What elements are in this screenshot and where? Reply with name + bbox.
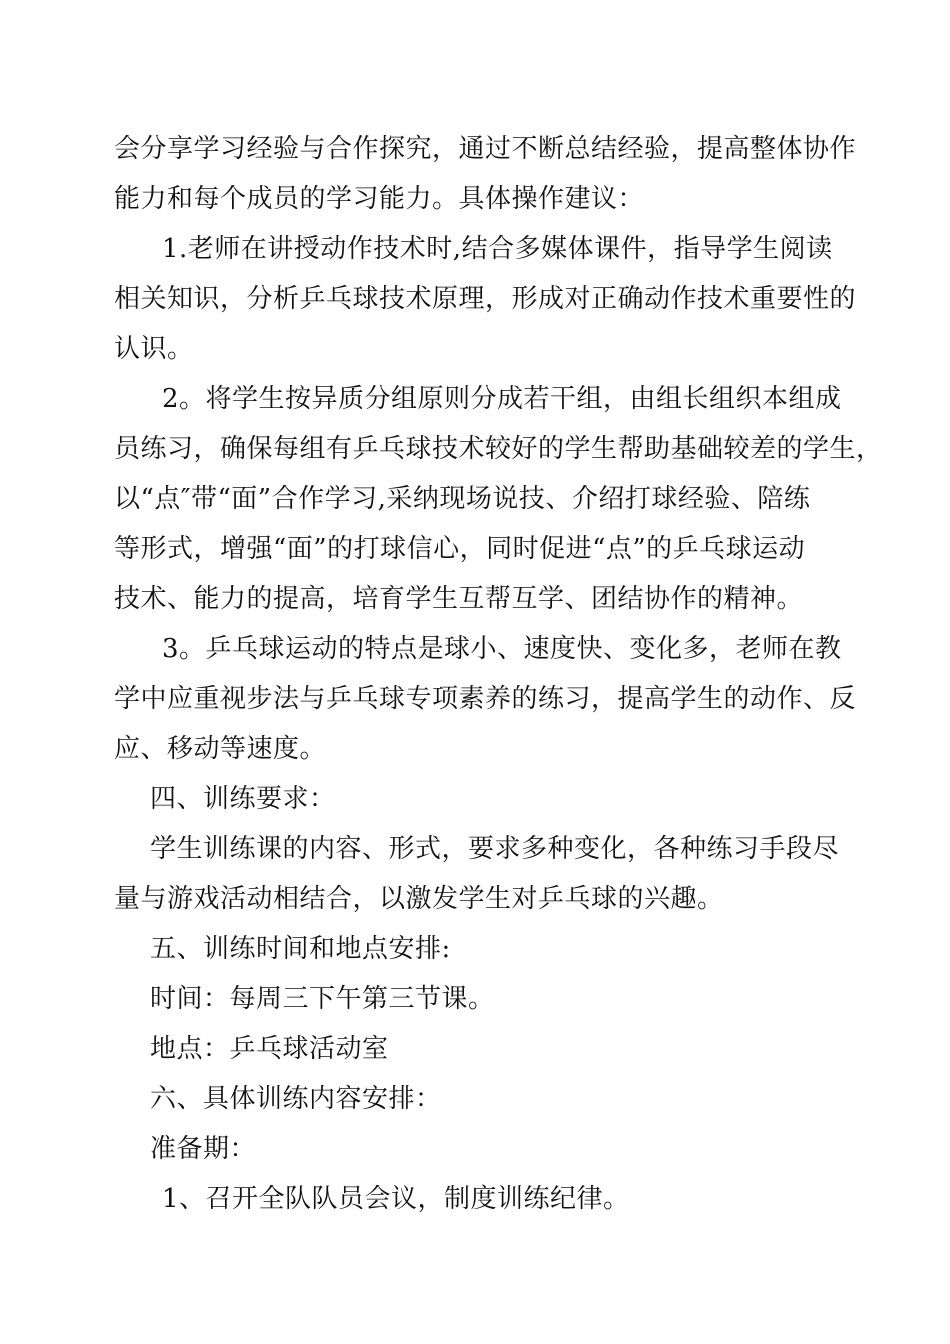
- paragraph-line: 学中应重视步法与乒乓球专项素养的练习，提高学生的动作、反: [114, 684, 857, 714]
- paragraph-line: 会分享学习经验与合作探究，通过不断总结经验，提高整体协作: [114, 134, 857, 164]
- paragraph-line: 量与游戏活动相结合，以激发学生对乒乓球的兴趣。: [114, 884, 724, 914]
- paragraph-line: 学生训练课的内容、形式，要求多种变化，各种练习手段尽: [150, 834, 840, 864]
- schedule-location: 地点：乒乓球活动室: [150, 1034, 389, 1064]
- section-heading-5: 五、训练时间和地点安排:: [150, 934, 451, 964]
- preparation-item-1: 1、召开全队队员会议，制度训练纪律。: [162, 1184, 630, 1214]
- list-item-1-line: 1.老师在讲授动作技术时,结合多媒体课件，指导学生阅读: [162, 234, 833, 264]
- subheading-preparation: 准备期：: [150, 1134, 257, 1164]
- paragraph-line: 技术、能力的提高，培育学生互帮互学、团结协作的精神。: [114, 584, 804, 614]
- list-item-2-line: 2。将学生按异质分组原则分成若干组，由组长组织本组成: [162, 384, 842, 414]
- section-heading-4: 四、训练要求：: [150, 784, 336, 814]
- paragraph-line: 员练习，确保每组有乒乓球技术较好的学生帮助基础较差的学生，: [114, 434, 883, 464]
- list-item-3-line: 3。乒乓球运动的特点是球小、速度快、变化多，老师在教: [162, 634, 842, 664]
- paragraph-line: 认识。: [114, 334, 194, 364]
- paragraph-line: 等形式，增强“面”的打球信心，同时促进“点”的乒乓球运动: [114, 534, 806, 564]
- paragraph-line: 能力和每个成员的学习能力。具体操作建议：: [114, 184, 645, 214]
- section-heading-6: 六、具体训练内容安排：: [150, 1084, 442, 1114]
- paragraph-line: 相关知识，分析乒乓球技术原理，形成对正确动作技术重要性的: [114, 284, 857, 314]
- paragraph-line: 以“点″带“面”合作学习,采纳现场说技、介绍打球经验、陪练: [114, 484, 811, 514]
- schedule-time: 时间：每周三下午第三节课。: [150, 984, 495, 1014]
- paragraph-line: 应、移动等速度。: [114, 734, 327, 764]
